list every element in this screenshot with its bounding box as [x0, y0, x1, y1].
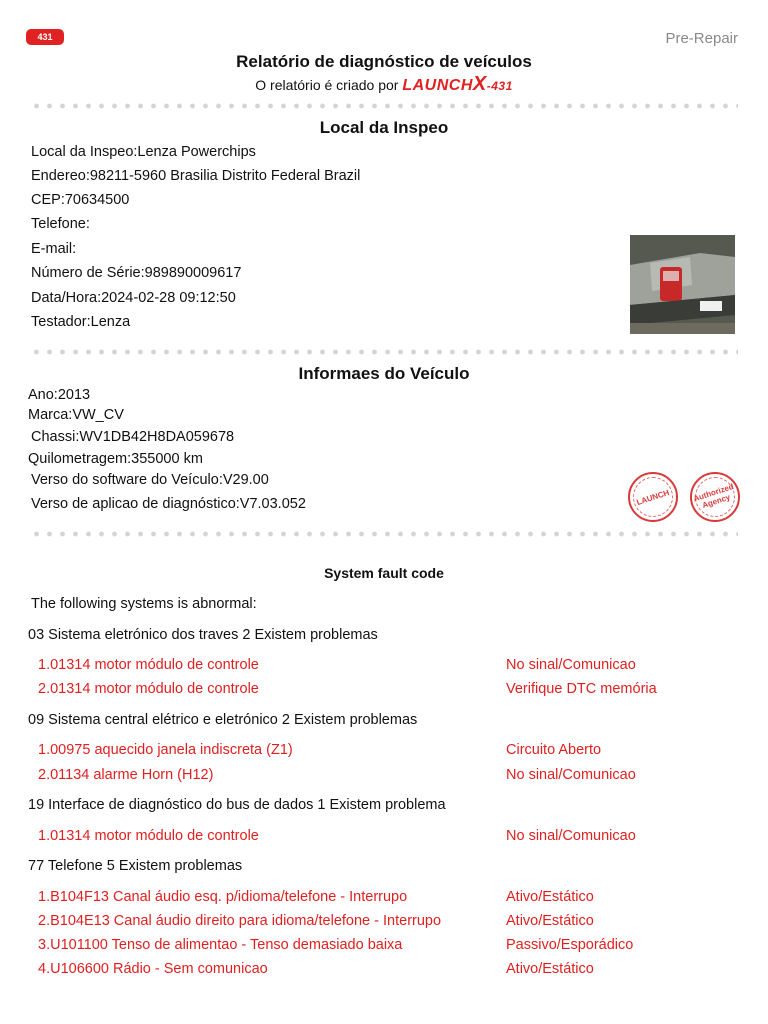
- vehicle-line: Quilometragem:355000 km: [28, 451, 203, 467]
- report-subtitle: [0, 73, 768, 96]
- vehicle-line: Marca:VW_CV: [28, 407, 124, 423]
- fault-status: Passivo/Esporádico: [506, 937, 634, 953]
- fault-status: No sinal/Comunicao: [506, 828, 636, 844]
- fault-code-title: System fault code: [324, 565, 444, 581]
- launch-logo: [402, 73, 513, 95]
- report-type-label: Pre-Repair: [665, 30, 738, 47]
- fault-status: Ativo/Estático: [506, 913, 594, 929]
- fault-intro: The following systems is abnormal:: [31, 596, 257, 612]
- system-heading: 19 Interface de diagnóstico do bus de dados 1 Existem problema: [28, 797, 446, 813]
- fault-status: No sinal/Comunicao: [506, 657, 636, 673]
- fault-code: 2.B104E13 Canal áudio direito para idioma/telefone - Interrupo: [38, 913, 442, 929]
- app-badge: 431: [26, 29, 64, 45]
- vehicle-section-title: Informaes do Veículo: [298, 364, 470, 383]
- system-heading: 03 Sistema eletrónico dos traves 2 Existem problemas: [28, 627, 378, 643]
- launch-stamp-text: LAUNCH: [635, 487, 671, 507]
- fault-code: 2.01134 alarme Horn (H12): [38, 767, 214, 783]
- launch-logo-text: LAUNCH: [402, 77, 473, 94]
- fault-code: 1.01314 motor módulo de controle: [38, 828, 259, 844]
- fault-code: 4.U106600 Rádio - Sem comunicao: [38, 961, 268, 977]
- fault-status: Circuito Aberto: [506, 742, 602, 758]
- launch-logo-num: -431: [486, 79, 513, 93]
- vehicle-line: Verso do software do Veículo:V29.00: [31, 472, 269, 488]
- location-line: CEP:70634500: [31, 192, 130, 208]
- vehicle-line: Chassi:WV1DB42H8DA059678: [31, 429, 235, 445]
- dotted-divider: [30, 349, 738, 355]
- system-heading: 77 Telefone 5 Existem problemas: [28, 858, 243, 874]
- dotted-divider: [30, 103, 738, 109]
- fault-code: 1.01314 motor módulo de controle: [38, 657, 259, 673]
- launch-logo-x: X: [472, 73, 487, 95]
- system-heading: 09 Sistema central elétrico e eletrónico 2 Existem problemas: [28, 712, 418, 728]
- vehicle-photo-drawing: [630, 235, 735, 334]
- fault-status: No sinal/Comunicao: [506, 767, 636, 783]
- location-line: E-mail:: [31, 241, 77, 257]
- launch-stamp: [628, 472, 678, 522]
- fault-code: 1.00975 aquecido janela indiscreta (Z1): [38, 742, 293, 758]
- fault-status: Ativo/Estático: [506, 961, 594, 977]
- location-line: Telefone:: [31, 216, 90, 232]
- location-section-title: Local da Inspeo: [319, 118, 449, 137]
- location-line: Testador:Lenza: [31, 314, 131, 330]
- authorized-agency-stamp: [690, 472, 740, 522]
- location-line: Endereo:98211-5960 Brasilia Distrito Federal Brazil: [31, 168, 361, 184]
- location-line: Data/Hora:2024-02-28 09:12:50: [31, 290, 236, 306]
- vehicle-line: Verso de aplicao de diagnóstico:V7.03.052: [31, 496, 306, 512]
- fault-status: Verifique DTC memória: [506, 681, 657, 697]
- fault-code: 1.B104F13 Canal áudio esq. p/idioma/telefone - Interrupo: [38, 889, 408, 905]
- authorized-stamp-text: Authorized Agency: [692, 481, 735, 511]
- fault-code: 3.U101100 Tenso de alimentao - Tenso demasiado baixa: [38, 937, 403, 953]
- fault-code: 2.01314 motor módulo de controle: [38, 681, 259, 697]
- location-line: Local da Inspeo:Lenza Powerchips: [31, 144, 256, 160]
- report-title: Relatório de diagnóstico de veículos: [236, 52, 532, 71]
- fault-status: Ativo/Estático: [506, 889, 594, 905]
- subtitle-prefix: O relatório é criado por: [255, 77, 399, 93]
- dotted-divider: [30, 531, 738, 537]
- vehicle-line: Ano:2013: [28, 387, 91, 403]
- location-line: Número de Série:989890009617: [31, 265, 242, 281]
- vehicle-photo: [630, 235, 735, 334]
